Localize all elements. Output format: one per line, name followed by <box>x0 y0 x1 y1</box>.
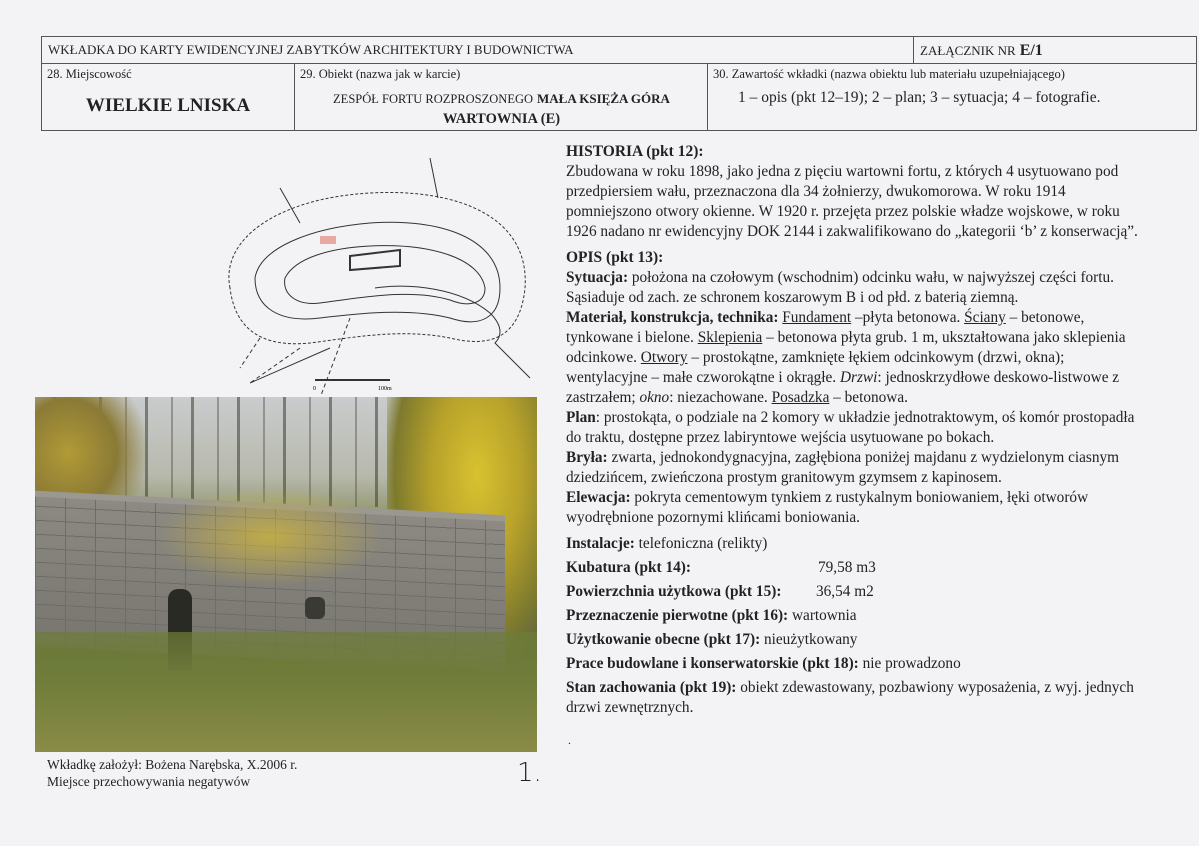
page-number: 1. <box>517 758 542 788</box>
object-label: 29. Obiekt (nazwa jak w karcie) <box>300 67 461 81</box>
text-segment: – prostokątne, zamknięte łękiem odcinkowym (drzwi, okna); wentylacyjne – małe czworokątne i okrągłe. <box>566 349 1065 386</box>
situation-paragraph <box>566 268 1146 308</box>
text-segment: Otwory <box>640 349 688 366</box>
contents-cell <box>707 63 1196 130</box>
elevation-paragraph <box>566 488 1146 528</box>
contents-label: 30. Zawartość wkładki (nazwa obiektu lub materiału uzupełniającego) <box>713 67 1065 81</box>
bunker-vent <box>305 597 325 619</box>
text-segment: –płyta betonowa. <box>851 309 965 326</box>
condition-line <box>566 678 1146 718</box>
contents-value: 1 – opis (pkt 12–19); 2 – plan; 3 – sytuacja; 4 – fotografie. <box>738 89 1101 106</box>
text-segment: obiekt zdewastowany, pozbawiony wyposażenia, z wyj. jednych drzwi zewnętrznych. <box>566 679 1134 716</box>
field-label: Materiał, konstrukcja, technika: <box>566 309 779 326</box>
text-segment: – betonowe, tynkowane i bielone. <box>566 309 1085 346</box>
header-table <box>41 36 1197 131</box>
scale-start: 0 <box>313 386 316 392</box>
attachment-label: ZAŁĄCZNIK NR <box>920 43 1016 58</box>
volume-value: 79,58 m3 <box>818 559 876 576</box>
place-label: 28. Miejscowość <box>47 67 132 81</box>
volume-line <box>566 558 1146 578</box>
field-label: Użytkowanie obecne (pkt 17): <box>566 631 761 648</box>
object-name: WARTOWNIA (E) <box>442 111 561 127</box>
place-value: WIELKIE LNISKA <box>85 95 251 116</box>
original-use-line <box>566 606 1146 626</box>
attachment-cell <box>913 37 1049 63</box>
current-use-line <box>566 630 1146 650</box>
guardhouse-highlight <box>320 236 336 244</box>
text-segment: : prostokąta, o podziale na 2 komory w układzie jednotraktowym, oś komór prostopadła do traktu, dostępne przez labiryntowe wejścia usytuowane po bokach. <box>566 409 1135 446</box>
field-label: Elewacja: <box>566 489 631 506</box>
text-segment: Sklepienia <box>697 329 763 346</box>
negatives-line: Miejsce przechowywania negatywów <box>47 774 251 789</box>
form-title: WKŁADKA DO KARTY EWIDENCYJNEJ ZABYTKÓW ARCHITEKTURY I BUDOWNICTWA <box>48 42 574 57</box>
volume-label: Kubatura (pkt 14): <box>566 559 691 576</box>
historia-body: Zbudowana w roku 1898, jako jedna z pięciu wartowni fortu, z których 4 usytuowano pod przedpiersiem wału, przeznaczona dla 34 żołnierzy, dwukomorowa. W roku 1914 pomniejszono otwory okienne. W 1920 r. przejęta przez polskie władze wojskowe, w roku 1926 nadano nr ewidencyjny DOK 2144 i zakwalifikowano do „kategorii ‘b’ z konserwacją”. <box>566 163 1138 240</box>
field-label: Sytuacja: <box>566 269 629 286</box>
description-text <box>566 142 1146 718</box>
area-label: Powierzchnia użytkowa (pkt 15): <box>566 583 782 600</box>
opis-heading: OPIS (pkt 13): <box>566 249 664 266</box>
field-label: Instalacje: <box>566 535 635 552</box>
text-segment: wartownia <box>788 607 857 624</box>
text-segment: Fundament <box>782 309 852 326</box>
area-value: 36,54 m2 <box>816 583 874 600</box>
text-segment: pokryta cementowym tynkiem z rustykalnym boniowaniem, łęki otworów wyodrębnione pozornymi klińcami boniowania. <box>566 489 1089 526</box>
scale-end: 100m <box>378 386 392 392</box>
field-label: Przeznaczenie pierwotne (pkt 16): <box>566 607 789 624</box>
place-cell <box>42 63 294 130</box>
installations-line <box>566 534 1146 554</box>
field-label: Bryła: <box>566 449 608 466</box>
text-segment: zwarta, jednokondygnacyjna, zagłębiona poniżej majdanu z wydzielonym ciasnym dziedzińcem, zwieńczona prostym granitowym gzymsem z kapinosem. <box>566 449 1120 486</box>
scan-mark: . <box>568 733 571 747</box>
material-paragraph <box>566 308 1146 408</box>
object-fort-name: MAŁA KSIĘŻA GÓRA <box>537 91 670 106</box>
author-line: Wkładkę założył: Bożena Narębska, X.2006 r. <box>47 757 298 772</box>
historia-heading: HISTORIA (pkt 12): <box>566 143 704 160</box>
field-label: Plan <box>566 409 596 426</box>
attachment-number: E/1 <box>1019 42 1043 59</box>
text-segment: nieużytkowany <box>760 631 858 648</box>
object-complex: ZESPÓŁ FORTU ROZPROSZONEGO <box>333 92 534 106</box>
text-segment: telefoniczna (relikty) <box>634 535 768 552</box>
text-segment: Drzwi <box>839 369 878 386</box>
text-segment: nie prowadzono <box>858 655 961 672</box>
text-segment: Ściany <box>964 309 1006 326</box>
text-segment: – betonowa. <box>829 389 908 406</box>
massing-paragraph <box>566 448 1146 488</box>
text-segment: : jednoskrzydłowe deskowo-listwowe z zastrzałem; <box>566 369 1120 406</box>
field-label: Prace budowlane i konserwatorskie (pkt 18): <box>566 655 859 672</box>
text-segment: okno <box>639 389 670 406</box>
text-segment: – betonowa płyta grub. 1 m, ukształtowana jako sklepienia odcinkowe. <box>566 329 1126 366</box>
guardhouse-photo <box>35 397 537 752</box>
works-line <box>566 654 1146 674</box>
plan-paragraph <box>566 408 1146 448</box>
site-plan-drawing <box>200 138 540 394</box>
field-label: Stan zachowania (pkt 19): <box>566 679 737 696</box>
object-cell <box>294 63 708 130</box>
area-line <box>566 582 1146 602</box>
text-segment: : niezachowane. <box>669 389 772 406</box>
text-segment: Posadzka <box>771 389 830 406</box>
text-segment: położona na czołowym (wschodnim) odcinku wału, w najwyższej części fortu. Sąsiaduje od zach. ze schronem koszarowym B i od płd. z baterią ziemną. <box>566 269 1114 306</box>
caption <box>47 756 297 790</box>
